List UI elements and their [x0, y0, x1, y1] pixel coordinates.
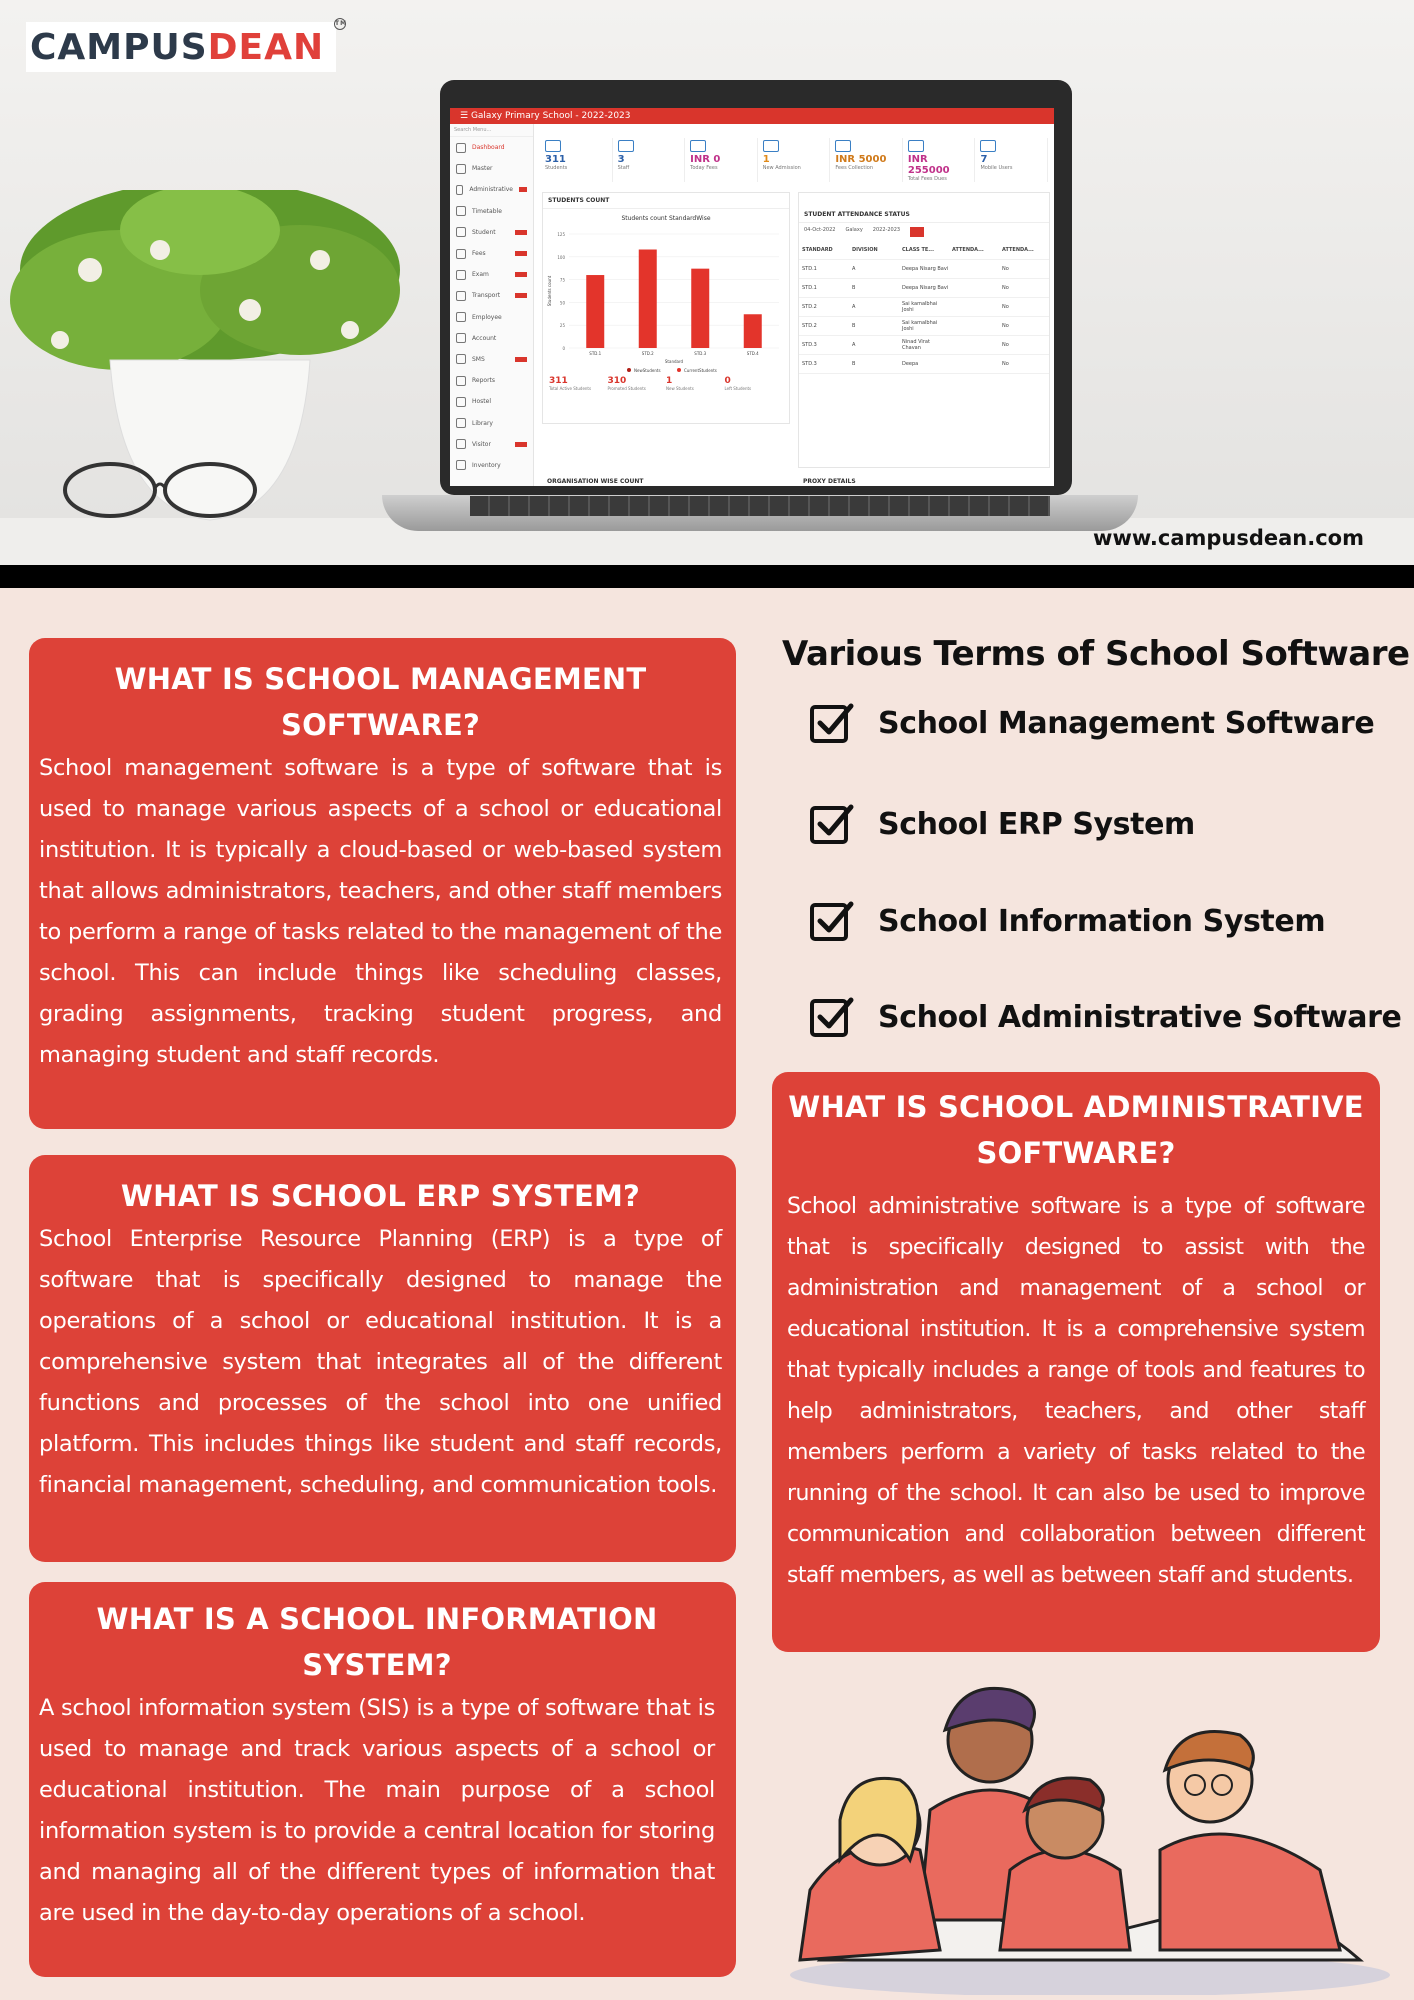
laptop-screen	[450, 108, 1054, 486]
stats-row	[540, 138, 1048, 182]
sis-card	[29, 1582, 736, 1977]
legend-swatch	[627, 368, 631, 372]
stat-value: 7	[980, 154, 988, 165]
admin-card	[772, 1072, 1380, 1652]
table-row[interactable]	[799, 336, 1049, 355]
bar	[691, 269, 709, 348]
term-label: School Information System	[878, 903, 1326, 939]
footer-value: 311	[549, 376, 568, 386]
footer-label: Promoted Students	[607, 386, 646, 391]
term-item	[808, 897, 1325, 945]
bar	[586, 275, 604, 348]
table-cell: Ninad Virat Chavan	[902, 339, 930, 351]
stat-icon	[545, 140, 561, 152]
menu-item-icon	[456, 397, 466, 407]
attendance-filters	[799, 223, 1049, 241]
laptop-keyboard	[470, 496, 1050, 516]
sidebar-item[interactable]	[450, 328, 533, 349]
checkbox-checked-icon	[808, 993, 856, 1041]
menu-item-icon	[456, 439, 466, 449]
stat-card[interactable]	[758, 138, 831, 182]
sidebar-item-label: Employee	[472, 313, 502, 321]
dashboard-topbar	[450, 108, 1054, 124]
attendance-table	[799, 241, 1049, 374]
column-header: STANDARD	[802, 247, 833, 253]
table-row[interactable]	[799, 279, 1049, 298]
sidebar-item-label: Transport	[472, 292, 501, 300]
table-cell: STD.1	[802, 285, 817, 291]
table-cell: No	[1002, 304, 1009, 310]
website-url[interactable]: www.campusdean.com	[1093, 526, 1364, 550]
sidebar-item-label: Dashboard	[472, 144, 505, 152]
menu-item-icon	[456, 206, 466, 216]
new-badge	[515, 357, 527, 362]
term-item	[808, 699, 1374, 747]
search-button[interactable]	[910, 227, 924, 237]
stat-value: INR 255000	[907, 154, 950, 176]
new-badge	[515, 293, 527, 298]
logo-text-campus: CAMPUS	[30, 26, 208, 68]
legend-swatch	[677, 368, 681, 372]
erp-heading: WHAT IS SCHOOL ERP SYSTEM?	[120, 1179, 641, 1213]
table-row[interactable]	[799, 355, 1049, 374]
sidebar-item[interactable]	[450, 222, 533, 243]
y-tick-label: 125	[557, 232, 565, 237]
sis-heading: WHAT IS A SCHOOL INFORMATION SYSTEM?	[96, 1602, 658, 1682]
school-title[interactable]: Galaxy Primary School - 2022-2023	[470, 111, 631, 121]
table-row[interactable]	[799, 260, 1049, 279]
potted-plant-icon	[0, 190, 420, 530]
attendance-title: STUDENT ATTENDANCE STATUS	[799, 207, 1049, 223]
students-bar-chart	[543, 222, 789, 372]
stat-icon	[690, 140, 706, 152]
y-tick-label: 100	[557, 254, 565, 260]
footer-value: 0	[724, 376, 731, 386]
sidebar-item-label: Inventory	[472, 461, 501, 469]
sidebar-item[interactable]	[450, 455, 533, 476]
stat-value: 3	[617, 154, 625, 165]
admin-heading: WHAT IS SCHOOL ADMINISTRATIVE SOFTWARE?	[788, 1090, 1364, 1170]
sidebar-item[interactable]	[450, 349, 533, 370]
sidebar-item-label: Timetable	[472, 207, 502, 215]
term-label: School ERP System	[878, 806, 1195, 842]
dashboard-sidebar	[450, 124, 534, 486]
footer-stat	[549, 376, 608, 391]
new-badge	[515, 442, 527, 447]
sidebar-item-label: Exam	[472, 271, 489, 279]
stat-card[interactable]	[613, 138, 686, 182]
table-cell: Sai kamalbhai Joshi	[902, 320, 938, 332]
sidebar-item[interactable]	[450, 158, 533, 179]
menu-item-icon	[456, 354, 466, 364]
trademark-mark: TM	[334, 18, 346, 30]
sidebar-item-label: Visitor	[472, 440, 491, 448]
table-cell: STD.2	[802, 323, 817, 329]
logo-text-dean: DEAN	[207, 26, 325, 68]
footer-stat	[725, 376, 784, 391]
menu-item-icon	[456, 460, 466, 470]
stat-icon	[618, 140, 634, 152]
menu-item-icon	[456, 164, 466, 174]
x-tick-label: STD.2	[641, 351, 654, 356]
legend-label: NewStudents	[634, 368, 661, 372]
sidebar-item[interactable]	[450, 179, 533, 200]
footer-label: Left Students	[724, 386, 752, 391]
table-cell: No	[1002, 342, 1009, 348]
menu-icon[interactable]: ☰	[460, 111, 471, 121]
sms-body: School management software is a type of software that is used to manage various aspects of a school or educational institution. It is typically a cloud-based or web-based system that allows administrators, teachers, and other staff members to perform a range of tasks related to the management of the school. This can include things like scheduling classes, grading assignments, tracking student progress, and managing student and staff records.	[39, 755, 722, 1068]
bar	[639, 250, 657, 348]
menu-item-icon	[456, 143, 466, 153]
footer-value: 1	[666, 376, 673, 386]
sms-heading: WHAT IS SCHOOL MANAGEMENT SOFTWARE?	[114, 662, 647, 742]
sidebar-item-label: Student	[472, 228, 496, 236]
table-cell: No	[1002, 285, 1009, 291]
sidebar-item[interactable]	[450, 391, 533, 412]
footer-label: New Students	[666, 386, 694, 391]
chart-title: Students count StandardWise	[621, 215, 711, 222]
sidebar-search[interactable]: Search Menu...	[450, 124, 533, 137]
new-badge	[515, 230, 527, 235]
table-cell: B	[852, 323, 856, 329]
menu-item-icon	[456, 291, 466, 301]
stat-value: 311	[545, 154, 566, 165]
menu-item-icon	[456, 376, 466, 386]
legend-label: CurrentStudents	[684, 368, 717, 372]
column-header: DIVISION	[852, 247, 878, 253]
x-tick-label: STD.4	[746, 351, 759, 356]
students-studying-illustration	[760, 1660, 1390, 1995]
footer-value: 310	[607, 376, 627, 386]
black-divider	[0, 565, 1414, 588]
stat-value: INR 5000	[835, 154, 887, 165]
sidebar-item[interactable]	[450, 264, 533, 285]
y-tick-label: 75	[559, 277, 565, 283]
table-cell: Deepa Nisarg Bavi	[902, 285, 949, 291]
session-select[interactable]: 2022-2023	[872, 227, 901, 233]
org-count-title: ORGANISATION WISE COUNT	[542, 474, 790, 486]
footer-stat	[666, 376, 725, 391]
table-cell: No	[1002, 323, 1009, 329]
menu-item-icon	[456, 312, 466, 322]
menu-item-icon	[456, 249, 466, 259]
admin-body: School administrative software is a type of software that is specifically designed to assist with the administration and management of a school or educational institution. It is a comprehensive system that typically includes a range of tools and features to help administrators, teachers, and other staff members perform a variety of tasks related to the running of the school. It can also be used to improve communication and collaboration between different staff members, as well as between staff and students.	[787, 1194, 1365, 1588]
table-cell: Deepa	[902, 361, 919, 367]
stat-card[interactable]	[975, 138, 1048, 182]
attendance-date-field[interactable]: 04-Oct-2022	[804, 227, 836, 233]
stat-card[interactable]	[903, 138, 976, 182]
sidebar-item-label: Reports	[472, 377, 496, 385]
erp-card	[29, 1155, 736, 1562]
table-cell: STD.3	[802, 361, 817, 367]
campusdean-logo[interactable]	[26, 20, 348, 72]
table-cell: Deepa Nisarg Bavi	[902, 266, 949, 272]
stat-label: New Admission	[762, 165, 801, 171]
stat-value: 1	[762, 154, 770, 165]
footer-label: Total Active Students	[549, 386, 592, 391]
stat-label: Fees Collection	[835, 165, 873, 171]
footer-stat	[608, 376, 667, 391]
y-tick-label: 25	[559, 323, 565, 329]
new-badge	[515, 272, 527, 277]
stat-value: INR 0	[690, 154, 721, 165]
sidebar-item-label: Library	[472, 419, 493, 427]
students-count-panel	[542, 192, 790, 424]
x-tick-label: STD.3	[694, 351, 707, 356]
term-item	[808, 800, 1195, 848]
table-cell: STD.2	[802, 304, 817, 310]
sidebar-item[interactable]	[450, 285, 533, 306]
menu-item-icon	[456, 418, 466, 428]
x-axis-label: Standard	[664, 359, 684, 364]
column-header: ATTENDA...	[952, 247, 984, 253]
menu-item-icon	[456, 227, 466, 237]
table-header	[799, 241, 1049, 260]
stat-card[interactable]	[830, 138, 903, 182]
sms-card	[29, 638, 736, 1129]
y-tick-label: 0	[562, 346, 565, 351]
sidebar-item-label: Hostel	[472, 398, 492, 406]
table-cell: B	[852, 285, 856, 291]
proxy-details-title: PROXY DETAILS	[798, 474, 1048, 486]
stat-card[interactable]	[685, 138, 758, 182]
stat-icon	[763, 140, 779, 152]
column-header: ATTENDA...	[1002, 247, 1034, 253]
table-cell: A	[852, 304, 856, 310]
x-tick-label: STD.1	[589, 351, 602, 356]
table-cell: STD.3	[802, 342, 817, 348]
table-cell: No	[1002, 361, 1009, 367]
new-badge	[515, 251, 527, 256]
term-label: School Management Software	[878, 705, 1375, 741]
stat-icon	[980, 140, 996, 152]
table-cell: STD.1	[802, 266, 817, 272]
checkbox-checked-icon	[808, 897, 856, 945]
sidebar-item-label: Master	[472, 165, 493, 173]
stat-icon	[908, 140, 924, 152]
stat-label: Today Fees	[690, 165, 718, 171]
column-header: CLASS TE...	[902, 247, 934, 253]
terms-heading: Various Terms of School Software	[782, 634, 1410, 674]
stat-label: Staff	[617, 165, 630, 171]
stat-icon	[835, 140, 851, 152]
attendance-panel	[798, 192, 1050, 468]
term-label: School Administrative Software	[878, 999, 1402, 1035]
sidebar-item[interactable]	[450, 370, 533, 391]
menu-item-icon	[456, 185, 463, 195]
stat-label: Students	[545, 165, 568, 171]
sidebar-item-label: Account	[472, 334, 497, 342]
y-tick-label: 50	[559, 300, 565, 306]
students-panel-title: STUDENTS COUNT	[543, 193, 789, 209]
table-cell: No	[1002, 266, 1009, 272]
table-cell: B	[852, 361, 856, 367]
sis-body: A school information system (SIS) is a type of software that is used to manage and track various aspects of a school or educational institution. The main purpose of a school information system is to provide a central location for storing and managing all of the different types of information that are used in the day-to-day operations of a school.	[39, 1695, 715, 1926]
checkbox-checked-icon	[808, 800, 856, 848]
sidebar-item[interactable]	[450, 434, 533, 455]
term-item	[808, 993, 1402, 1041]
y-axis-label: Students count	[547, 275, 552, 307]
table-cell: Sai kamalbhai Joshi	[902, 301, 938, 313]
new-badge	[519, 187, 527, 192]
sidebar-item-label: Administrative	[469, 186, 514, 194]
stat-card[interactable]	[540, 138, 613, 182]
sidebar-list	[450, 137, 533, 476]
hero-photo	[0, 0, 1414, 565]
sidebar-item[interactable]	[450, 243, 533, 264]
table-row[interactable]	[799, 298, 1049, 317]
table-row[interactable]	[799, 317, 1049, 336]
sidebar-item-label: SMS	[472, 355, 485, 363]
school-select[interactable]: Galaxy	[845, 227, 863, 233]
sidebar-item-label: Fees	[472, 250, 486, 258]
sidebar-item[interactable]	[450, 137, 533, 158]
erp-body: School Enterprise Resource Planning (ERP) is a type of software that is specifically designed to manage the operations of a school or educational institution. It is a comprehensive system that integrates all of the different functions and processes of the school into one unified platform. This includes things like student and staff records, financial management, scheduling, and communication tools.	[39, 1226, 722, 1498]
students-footer	[543, 376, 789, 391]
bar	[744, 314, 762, 348]
table-cell: A	[852, 266, 856, 272]
sidebar-item[interactable]	[450, 307, 533, 328]
stat-label: Mobile Users	[980, 165, 1013, 171]
stat-label: Total Fees Dues	[907, 176, 947, 182]
sidebar-item[interactable]	[450, 412, 533, 433]
menu-item-icon	[456, 270, 466, 280]
sidebar-item[interactable]	[450, 201, 533, 222]
checkbox-checked-icon	[808, 699, 856, 747]
table-cell: A	[852, 342, 856, 348]
menu-item-icon	[456, 333, 466, 343]
